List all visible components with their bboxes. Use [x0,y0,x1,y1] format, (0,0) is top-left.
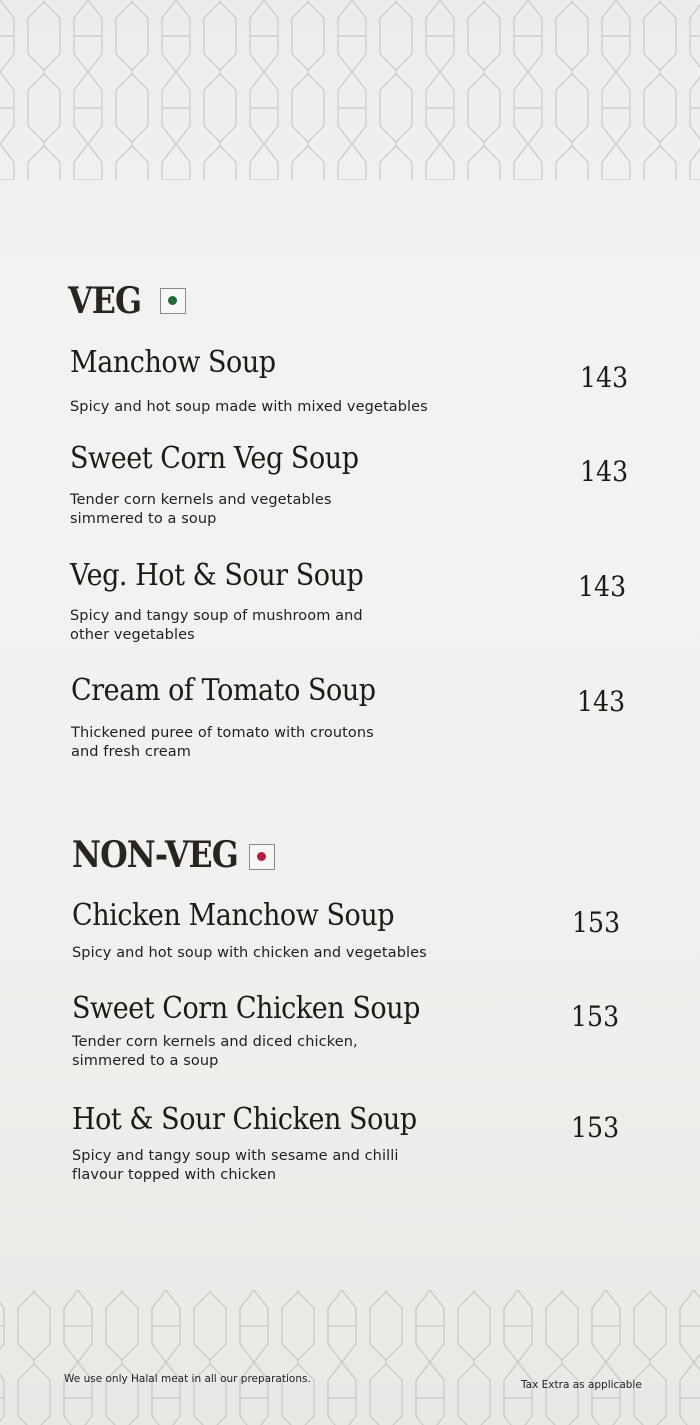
footer-halal-note: We use only Halal meat in all our preparations. [64,1373,311,1385]
item-price: 143 [578,570,627,603]
item-price: 153 [572,906,621,939]
item-price: 143 [580,361,629,394]
item-name: Sweet Corn Chicken Soup [72,991,420,1026]
item-name: Hot & Sour Chicken Soup [72,1102,417,1137]
item-description: Tender corn kernels and diced chicken, simmered to a soup [72,1034,358,1069]
item-description: Spicy and hot soup with chicken and vegetables [72,945,427,961]
item-price: 143 [577,685,626,718]
item-description: Thickened puree of tomato with croutons and fresh cream [71,725,374,760]
item-description: Spicy and tangy soup with sesame and chilli flavour topped with chicken [72,1148,399,1183]
item-price: 143 [580,455,629,488]
veg-heading: VEG [68,280,142,322]
veg-mark-icon [160,288,186,314]
item-name: Veg. Hot & Sour Soup [70,558,364,593]
item-name: Sweet Corn Veg Soup [70,441,359,476]
top-lattice-pattern [0,0,700,180]
item-name: Cream of Tomato Soup [71,673,376,708]
item-name: Chicken Manchow Soup [72,898,395,933]
veg-dot [168,296,177,305]
item-price: 153 [571,1000,620,1033]
non-veg-dot [257,852,266,861]
item-name: Manchow Soup [70,345,276,380]
item-description: Spicy and tangy soup of mushroom and other vegetables [70,608,363,643]
bottom-lattice-pattern [0,1290,700,1425]
non-veg-heading: NON-VEG [72,834,238,876]
item-description: Tender corn kernels and vegetables simmered to a soup [70,492,332,527]
non-veg-mark-icon [249,844,275,870]
item-description: Spicy and hot soup made with mixed vegetables [70,399,428,415]
footer-tax-note: Tax Extra as applicable [521,1379,642,1391]
item-price: 153 [571,1111,620,1144]
